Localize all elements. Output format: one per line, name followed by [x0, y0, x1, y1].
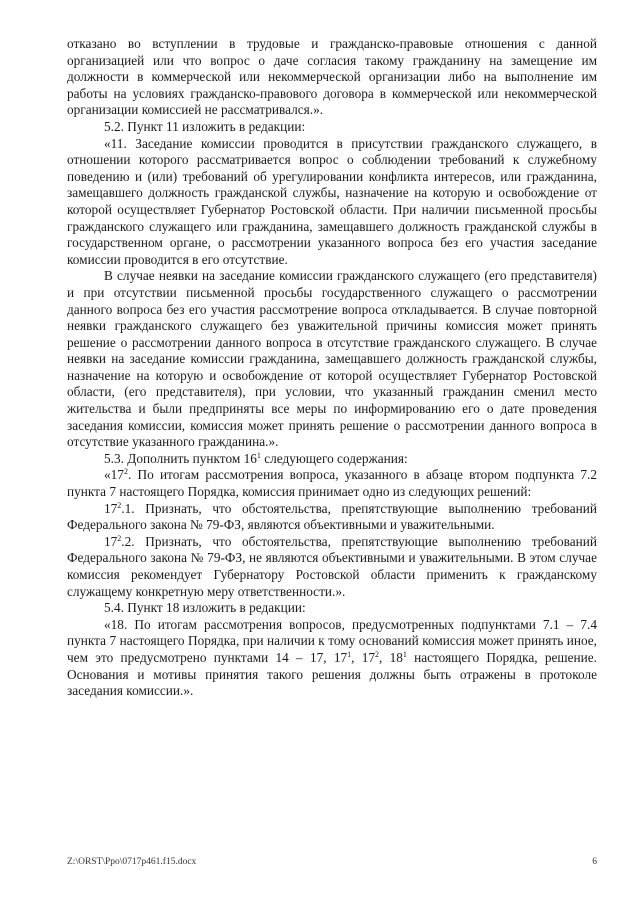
paragraph-point-17-2-1: $17^2.1$. Признать, что обстоятельства, препятствующие выполнению требований Федерального закона № 79-ФЗ, являются объективными и уважительными.: [67, 500, 597, 533]
paragraph-item-5-3: 5.3. Дополнить пунктом $16^1$ следующего содержания:: [104, 450, 408, 466]
paragraph-continuation: отказано во вступлении в трудовые и гражданско-правовые отношения с данной организацией или что вопрос о даче согласия такому гражданину на замещение им должности в коммерческой или некоммерческой организации либо на выполнение им работы на условиях гражданско-правового договора в коммерческой или некоммерческой организации комиссией не рассматривался.».: [67, 36, 597, 118]
page-number: 6: [592, 857, 597, 867]
paragraph-item-5-2: 5.2. Пункт 11 изложить в редакции:: [104, 118, 306, 134]
paragraph-point-17-2: «$17^2$. По итогам рассмотрения вопроса, указанного в абзаце втором подпункта 7.2 пункта 7 настоящего Порядка, комиссия принимает одно из следующих решений:: [67, 467, 597, 500]
paragraph-point-17-2-2: $17^2.2$. Признать, что обстоятельства, препятствующие выполнению требований Федерального закона № 79-ФЗ, не являются объективными и уважительными. В этом случае комиссия рекомендует Губернатору Ростовской области применить к гражданскому служащему конкретную меру ответственности.».: [67, 533, 597, 599]
paragraph-point-11: «11. Заседание комиссии проводится в присутствии гражданского служащего, в отношении которого рассматривается вопрос о соблюдении требований к служебному поведению и (или) требований об урегулировании конфликта интересов, или гражданина, замещавшего должность гражданской службы, назначение на которую и освобождение от которой осуществляет Губернатор Ростовской области. При наличии письменной просьбы гражданского служащего или гражданина, замещавшего должность гражданской службы в государственном органе, о рассмотрении указанного вопроса без его участия заседание комиссии проводится в его отсутствие.: [67, 135, 597, 267]
paragraph-point-18: «18. По итогам рассмотрения вопросов, предусмотренных подпунктами 7.1 – 7.4 пункта 7 настоящего Порядка, при наличии к тому оснований комиссия может принять иное, чем это предусмотрено пунктами 14 – 17, $17^1$, $17^2$, $18^1$ настоящего Порядка, решение. Основания и мотивы принятия такого решения должны быть отражены в протоколе заседания комиссии.».: [67, 616, 597, 699]
paragraph-absence: В случае неявки на заседание комиссии гражданского служащего (его представителя) и при отсутствии письменной просьбы государственного служащего о рассмотрении данного вопроса без его участия рассмотрение вопроса откладывается. В случае повторной неявки гражданского служащего без уважительной причины комиссия может принять решение о рассмотрении данного вопроса в отсутствие гражданского служащего. В случае неявки на заседание комиссии гражданина, замещавшего должность гражданской службы, назначение на которую и освобождение от которой осуществляет Губернатор Ростовской области, (его представителя), при условии, что указанный гражданин сменил место жительства и были предприняты все меры по информированию его о дате проведения заседания комиссии, комиссия может принять решение о рассмотрении данного вопроса в отсутствие указанного гражданина.».: [67, 268, 597, 450]
file-path: Z:\ORST\Ppo\0717p461.f15.docx: [67, 857, 197, 867]
paragraph-item-5-4: 5.4. Пункт 18 изложить в редакции:: [104, 600, 306, 616]
document-body: [67, 36, 597, 700]
